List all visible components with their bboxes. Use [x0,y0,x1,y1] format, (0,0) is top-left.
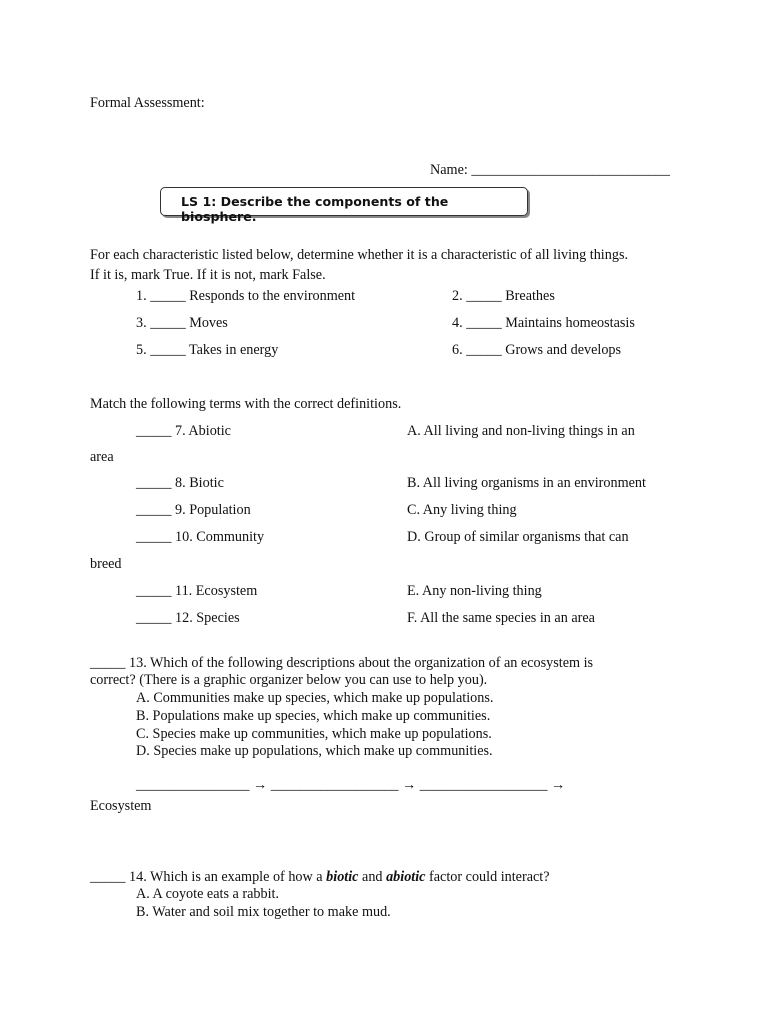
section2-instructions: Match the following terms with the correct definitions. [90,396,402,412]
graphic-organizer[interactable]: ________________ → __________________ → __________________ → [136,777,566,793]
match-definition-wrap: breed [90,556,122,572]
tf-item[interactable]: 2. _____ Breathes [452,288,555,304]
tf-item[interactable]: 4. _____ Maintains homeostasis [452,315,635,331]
name-field[interactable]: Name: ____________________________ [430,162,670,178]
question-14-middle: and [358,869,387,885]
question-13-option-c: C. Species make up communities, which make up populations. [136,726,492,742]
question-14-word-abiotic: abiotic [386,869,426,885]
match-term[interactable]: _____ 12. Species [136,610,240,626]
match-definition: C. Any living thing [407,502,517,518]
page-title: Formal Assessment: [90,95,205,111]
question-14-suffix: factor could interact? [425,869,550,885]
standard-text: LS 1: Describe the components of the biosphere. [181,194,449,224]
question-14-prefix: _____ 14. Which is an example of how a [90,869,327,885]
match-definition: F. All the same species in an area [407,610,595,626]
question-13-option-d: D. Species make up populations, which make up communities. [136,743,493,759]
match-term[interactable]: _____ 9. Population [136,502,251,518]
match-definition: A. All living and non-living things in an [407,423,635,439]
standard-box [160,187,528,224]
tf-item[interactable]: 1. _____ Responds to the environment [136,288,356,304]
question-13-line2: correct? (There is a graphic organizer below you can use to help you). [90,672,488,688]
section1-instructions-line1: For each characteristic listed below, determine whether it is a characteristic of all living things. [90,247,629,263]
question-13-line1[interactable]: _____ 13. Which of the following descriptions about the organization of an ecosystem is [90,655,594,671]
match-definition-wrap: area [90,449,114,465]
match-term[interactable]: _____ 11. Ecosystem [136,583,258,599]
match-definition: B. All living organisms in an environment [407,475,646,491]
question-13-option-b: B. Populations make up species, which make up communities. [136,708,491,724]
tf-item[interactable]: 5. _____ Takes in energy [136,342,279,358]
match-term[interactable]: _____ 8. Biotic [136,475,224,491]
section1-instructions-line2: If it is, mark True. If it is not, mark False. [90,267,326,283]
question-13-option-a: A. Communities make up species, which make up populations. [136,690,494,706]
question-14-word-biotic: biotic [326,869,359,885]
match-definition: D. Group of similar organisms that can [407,529,629,545]
tf-item[interactable]: 3. _____ Moves [136,315,228,331]
match-term[interactable]: _____ 10. Community [136,529,265,545]
graphic-organizer-end: Ecosystem [90,798,152,814]
match-definition: E. Any non-living thing [407,583,542,599]
match-term[interactable]: _____ 7. Abiotic [136,423,231,439]
question-14-option-b: B. Water and soil mix together to make mud. [136,904,391,920]
question-14-line1[interactable] [90,868,550,886]
tf-item[interactable]: 6. _____ Grows and develops [452,342,622,358]
question-14-option-a: A. A coyote eats a rabbit. [136,886,280,902]
